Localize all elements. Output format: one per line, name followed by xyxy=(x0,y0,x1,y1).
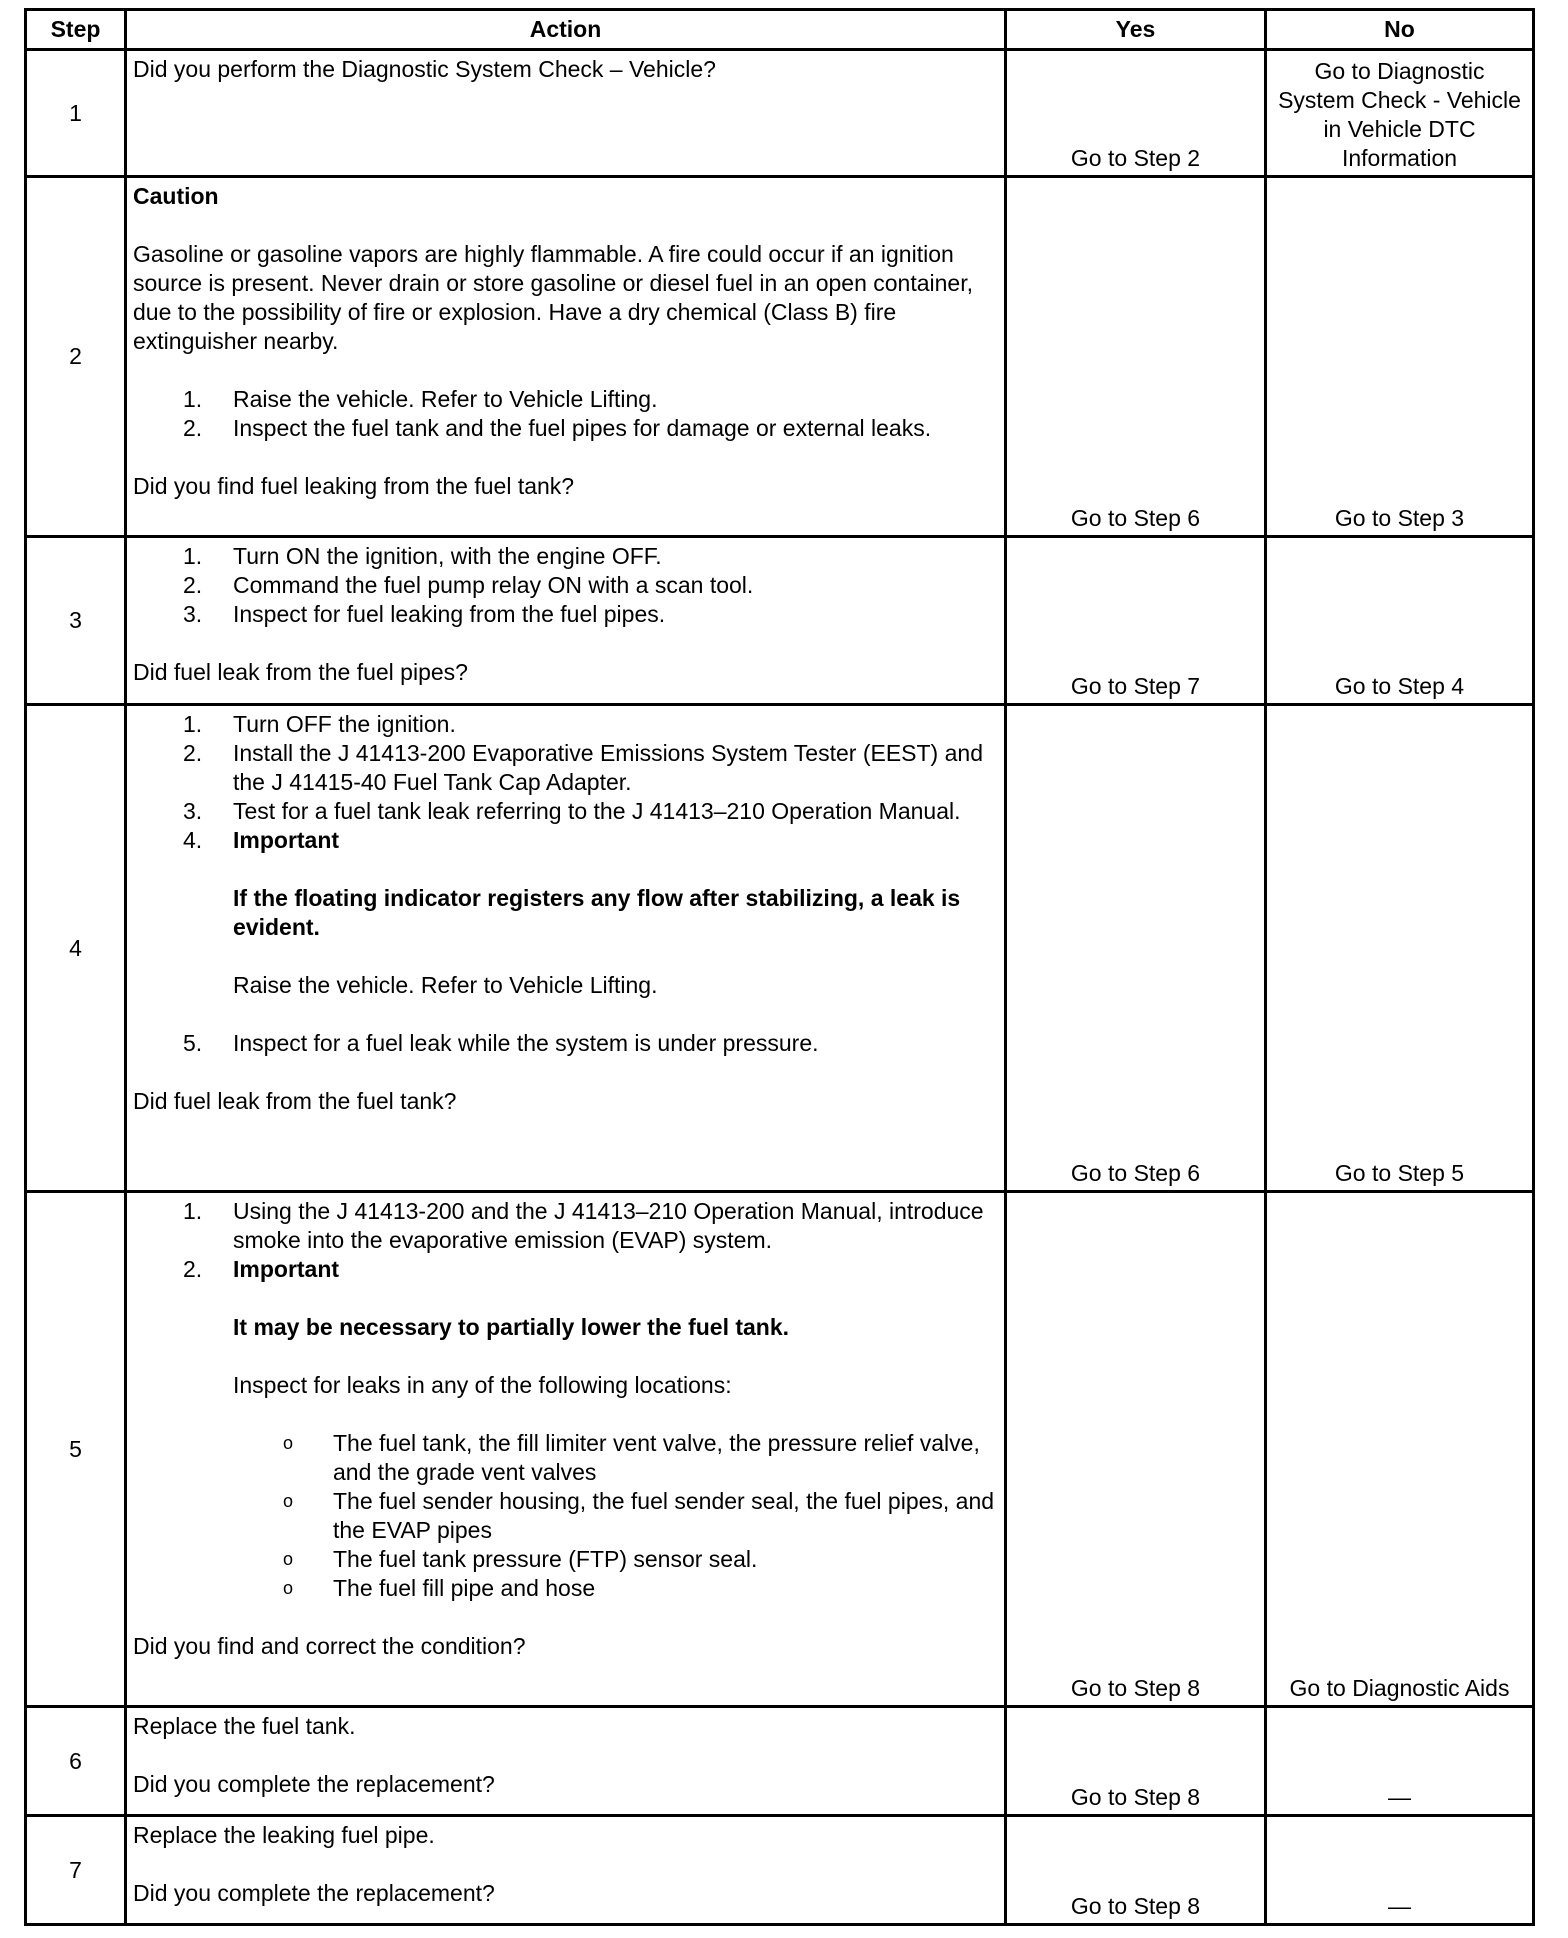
yes-cell: Go to Step 8 xyxy=(1006,1816,1266,1925)
item-text: Turn OFF the ignition. xyxy=(233,711,456,737)
important-note: It may be necessary to partially lower the fuel tank. xyxy=(233,1314,790,1340)
question-text: Did you perform the Diagnostic System Check – Vehicle? xyxy=(133,56,716,82)
no-cell: Go to Step 5 xyxy=(1266,705,1534,1192)
yes-cell: Go to Step 8 xyxy=(1006,1192,1266,1707)
item-text: Inspect for a fuel leak while the system is under pressure. xyxy=(233,1030,819,1056)
item-text: Command the fuel pump relay ON with a scan tool. xyxy=(233,572,754,598)
item-text: Inspect for leaks in any of the following locations: xyxy=(233,1372,732,1398)
list-item xyxy=(133,826,998,1029)
item-text: Inspect the fuel tank and the fuel pipes for damage or external leaks. xyxy=(233,415,932,441)
list-item xyxy=(133,414,998,443)
circle-bullet-icon: o xyxy=(283,1578,294,1598)
item-text: Inspect for fuel leaking from the fuel pipes. xyxy=(233,601,666,627)
step-number: 4 xyxy=(26,705,126,1192)
no-cell: Go to Diagnostic System Check - Vehicle in Vehicle DTC Information xyxy=(1266,50,1534,177)
item-number: 5. xyxy=(183,1030,203,1056)
list-item xyxy=(133,739,998,797)
yes-cell: Go to Step 2 xyxy=(1006,50,1266,177)
item-number: 2. xyxy=(183,740,203,766)
item-text: Test for a fuel tank leak referring to the J 41413–210 Operation Manual. xyxy=(233,798,961,824)
list-item xyxy=(233,1545,998,1574)
circle-bullet-icon: o xyxy=(283,1433,294,1453)
item-text: The fuel sender housing, the fuel sender seal, the fuel pipes, and the EVAP pipes xyxy=(333,1488,995,1543)
yes-cell: Go to Step 6 xyxy=(1006,177,1266,537)
table-row xyxy=(26,177,1534,537)
item-number: 4. xyxy=(183,827,203,853)
caution-title: Caution xyxy=(133,183,219,209)
yes-cell: Go to Step 6 xyxy=(1006,705,1266,1192)
question-text: Did fuel leak from the fuel pipes? xyxy=(133,659,468,685)
item-number: 2. xyxy=(183,1256,203,1282)
procedure-list xyxy=(133,542,998,629)
list-item xyxy=(133,385,998,414)
item-number: 2. xyxy=(183,415,203,441)
item-number: 3. xyxy=(183,601,203,627)
step-number: 3 xyxy=(26,537,126,705)
list-item xyxy=(133,1197,998,1255)
action-cell xyxy=(126,50,1006,177)
action-cell xyxy=(126,1707,1006,1816)
question-text: Did you find fuel leaking from the fuel tank? xyxy=(133,473,575,499)
caution-text: Gasoline or gasoline vapors are highly flammable. A fire could occur if an ignition source is present. Never drain or store gasoline or diesel fuel in an open container, due to the possibility of fire or explosion. Have a dry chemical (Class B) fire extinguisher nearby. xyxy=(133,241,973,354)
table-row xyxy=(26,1816,1534,1925)
list-item xyxy=(133,542,998,571)
action-cell xyxy=(126,537,1006,705)
item-text: The fuel tank pressure (FTP) sensor seal. xyxy=(333,1546,758,1572)
question-text: Did you find and correct the condition? xyxy=(133,1633,526,1659)
yes-cell: Go to Step 7 xyxy=(1006,537,1266,705)
item-text: Replace the leaking fuel pipe. xyxy=(133,1822,435,1848)
item-text: Install the J 41413-200 Evaporative Emissions System Tester (EEST) and the J 41415-40 Fuel Tank Cap Adapter. xyxy=(233,740,983,795)
important-note: If the floating indicator registers any flow after stabilizing, a leak is evident. xyxy=(233,885,961,940)
item-text: Raise the vehicle. Refer to Vehicle Lifting. xyxy=(233,386,658,412)
table-row xyxy=(26,537,1534,705)
header-action: Action xyxy=(126,10,1006,50)
list-item xyxy=(233,1574,998,1603)
item-number: 1. xyxy=(183,711,203,737)
step-number: 2 xyxy=(26,177,126,537)
table-row xyxy=(26,1707,1534,1816)
circle-bullet-icon: o xyxy=(283,1491,294,1511)
action-cell xyxy=(126,1192,1006,1707)
yes-cell: Go to Step 8 xyxy=(1006,1707,1266,1816)
list-item xyxy=(233,1487,998,1545)
no-cell: — xyxy=(1266,1707,1534,1816)
question-text: Did you complete the replacement? xyxy=(133,1771,495,1797)
table-row xyxy=(26,1192,1534,1707)
question-text: Did fuel leak from the fuel tank? xyxy=(133,1088,457,1114)
item-text: Using the J 41413-200 and the J 41413–210 Operation Manual, introduce smoke into the evaporative emission (EVAP) system. xyxy=(233,1198,984,1253)
procedure-list xyxy=(133,1197,998,1429)
item-text: The fuel tank, the fill limiter vent valve, the pressure relief valve, and the grade vent valves xyxy=(333,1430,980,1485)
no-cell: — xyxy=(1266,1816,1534,1925)
step-number: 7 xyxy=(26,1816,126,1925)
header-yes: Yes xyxy=(1006,10,1266,50)
step-number: 5 xyxy=(26,1192,126,1707)
list-item xyxy=(133,1029,998,1058)
procedure-list xyxy=(133,385,998,443)
step-number: 6 xyxy=(26,1707,126,1816)
header-row xyxy=(26,10,1534,50)
list-item xyxy=(133,797,998,826)
step-number: 1 xyxy=(26,50,126,177)
item-number: 1. xyxy=(183,543,203,569)
no-cell: Go to Step 3 xyxy=(1266,177,1534,537)
important-title: Important xyxy=(233,1256,340,1282)
item-text: Turn ON the ignition, with the engine OFF. xyxy=(233,543,662,569)
location-list xyxy=(233,1429,998,1603)
action-cell xyxy=(126,177,1006,537)
table-row xyxy=(26,50,1534,177)
list-item xyxy=(233,1429,998,1487)
item-number: 2. xyxy=(183,572,203,598)
circle-bullet-icon: o xyxy=(283,1549,294,1569)
header-no: No xyxy=(1266,10,1534,50)
item-text: Replace the fuel tank. xyxy=(133,1713,356,1739)
table-row xyxy=(26,705,1534,1192)
list-item xyxy=(133,710,998,739)
item-text: Raise the vehicle. Refer to Vehicle Lifting. xyxy=(233,972,658,998)
list-item xyxy=(133,1255,998,1429)
procedure-list xyxy=(133,710,998,1058)
item-text: The fuel fill pipe and hose xyxy=(333,1575,596,1601)
no-cell: Go to Diagnostic Aids xyxy=(1266,1192,1534,1707)
item-number: 1. xyxy=(183,386,203,412)
list-item xyxy=(133,571,998,600)
action-cell xyxy=(126,705,1006,1192)
header-step: Step xyxy=(26,10,126,50)
item-number: 3. xyxy=(183,798,203,824)
diagnostic-table xyxy=(24,8,1535,1926)
action-cell xyxy=(126,1816,1006,1925)
item-number: 1. xyxy=(183,1198,203,1224)
important-title: Important xyxy=(233,827,340,853)
question-text: Did you complete the replacement? xyxy=(133,1880,495,1906)
list-item xyxy=(133,600,998,629)
no-cell: Go to Step 4 xyxy=(1266,537,1534,705)
